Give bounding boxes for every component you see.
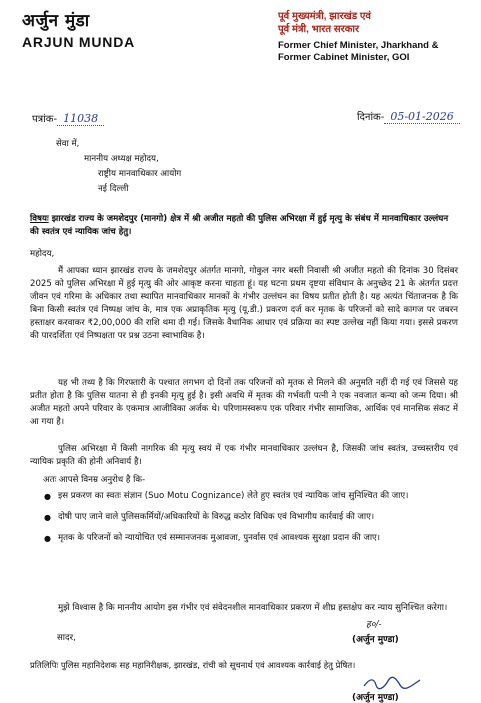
- subject-label: विषयः: [30, 214, 49, 224]
- address-line-1: माननीय अध्यक्ष महोदय,: [84, 154, 159, 164]
- dinank: [357, 109, 460, 123]
- designation-hindi-2: पूर्व मंत्री, भारत सरकार: [278, 24, 360, 35]
- sadar: सादर,: [57, 633, 76, 643]
- pratilipi: प्रतिलिपिः पुलिस महानिदेशक सह महानिरीक्षक, झारखंड, रांची को सूचनार्थ एवं आवश्यक कार्रवाई हेतु प्रेषित।: [30, 660, 356, 670]
- request-item: ● इस प्रकरण का स्वतः संज्ञान (Suo Motu Cognizance) लेते हुए स्वतंत्र एवं न्यायिक जांच सुनिश्चित की जाए।: [44, 490, 456, 503]
- request-item: ● मृतक के परिजनों को न्यायोचित एवं सम्मानजनक मुआवजा, पुनर्वास एवं आवश्यक सुरक्षा प्रदान की जाए।: [44, 532, 456, 545]
- salutation: महोदय,: [30, 249, 55, 259]
- request-list: [44, 490, 456, 553]
- request-item: ● दोषी पाए जाने वाले पुलिसकर्मियों/अधिकारियों के विरुद्ध कठोर विधिक एवं विभागीय कार्रवाई की जाए।: [44, 511, 456, 524]
- logo-hindi: अर्जुन मुंडा: [22, 11, 90, 31]
- logo-english: ARJUN MUNDA: [22, 34, 136, 50]
- dinank-value: 05-01-2026: [384, 110, 459, 124]
- paragraph-1: मैं आपका ध्यान झारखंड राज्य के जमशेदपुर अंतर्गत मानगो, गोकुल नगर बस्ती निवासी श्री अजीत महतो की दिनांक 30 दिसंबर 2025 को पुलिस अभिरक्षा में हुई मृत्यु की ओर आकृष्ट करना चाहता हूं। यह घटना प्रथम दृष्टया संविधान के अनुच्छेद 21 के अंतर्गत प्रदत्त जीवन एवं गरिमा के अधिकार तथा स्थापित मानवाधिकार मानकों के गंभीर उल्लंघन का विषय प्रतीत होती है। यह अत्यंत चिंताजनक है कि बिना किसी स्वतंत्र एवं निष्पक्ष जांच के, मात्र एक अप्राकृतिक मृत्यु (यू.डी.) प्रकरण दर्ज कर मृतक के परिजनों को सादे कागज पर जबरन हस्ताक्षर करवाकर ₹2,00,000 की राशि थमा दी गई। जिसके वैधानिक आधार एवं प्रक्रिया का स्पष्ट उल्लेख नहीं किया गया। इससे प्रकरण की पारदर्शिता एवं निष्पक्षता पर प्रश्न उठना स्वाभाविक है।: [30, 266, 458, 341]
- signatory-name: (अर्जुन मुण्डा): [352, 635, 399, 645]
- patrank-value: 11038: [57, 112, 104, 126]
- designation-hindi-1: पूर्व मुख्यमंत्री, झारखंड एवं: [278, 11, 371, 22]
- address-line-3: नई दिल्ली: [98, 184, 129, 194]
- designation-english-2: Former Cabinet Minister, GOI: [278, 52, 410, 63]
- patrank-label: पत्रांक-: [32, 114, 58, 125]
- recipient-address: [56, 138, 181, 198]
- signature-scribble: [362, 676, 422, 690]
- paragraph-2: यह भी तथ्य है कि गिरफ्तारी के पश्चात लगभग दो दिनों तक परिजनों को मृतक से मिलने की अनुमति नहीं दी गई एवं जिससे यह प्रतीत होता है कि पुलिस यातना से ही इनकी मृत्यु हुई है। इसी अवधि में मृतक की गर्भवती पत्नी ने एक नवजात कन्या को जन्म दिया। श्री अजीत महतो अपने परिवार के एकमात्र आजीविका अर्जक थे। परिणामस्वरूप एक परिवार गंभीर सामाजिक, आर्थिक एवं मानसिक संकट में आ गया है।: [30, 378, 458, 427]
- address-line-2: राष्ट्रीय मानवाधिकार आयोग: [98, 169, 182, 179]
- paragraph-3: पुलिस अभिरक्षा में किसी नागरिक की मृत्यु स्वयं में एक गंभीर मानवाधिकार उल्लंघन है, जिसकी जांच स्वतंत्र, उच्चस्तरीय एवं न्यायिक प्रकृति की होनी अनिवार्य है।: [30, 444, 458, 467]
- request-intro: अतः आपसे विनम्र अनुरोध है कि-: [43, 475, 146, 485]
- subject-text: झारखंड राज्य के जमशेदपुर (मानगो) क्षेत्र में श्री अजीत महतो की पुलिस अभिरक्षा में हुई मृत्यु के संबंध में मानवाधिकार उल्लंघन की स्वतंत्र एवं न्यायिक जांच हेतु।: [30, 214, 449, 237]
- patrank: [32, 111, 104, 125]
- letterhead-designation: [278, 10, 478, 64]
- closing-paragraph: मुझे विश्वास है कि माननीय आयोग इस गंभीर एवं संवेदनशील मानवाधिकार प्रकरण में शीघ्र हस्तक्षेप कर न्याय सुनिश्चित करेगा।: [58, 603, 448, 613]
- signature-ho: ह०/-: [366, 620, 382, 630]
- address-line-0: सेवा में,: [56, 139, 80, 149]
- signatory-name-2: (अर्जुन मुण्डा): [352, 693, 399, 703]
- dinank-label: दिनांक-: [357, 112, 385, 123]
- designation-english-1: Former Chief Minister, Jharkhand &: [278, 40, 439, 51]
- subject: [30, 213, 456, 239]
